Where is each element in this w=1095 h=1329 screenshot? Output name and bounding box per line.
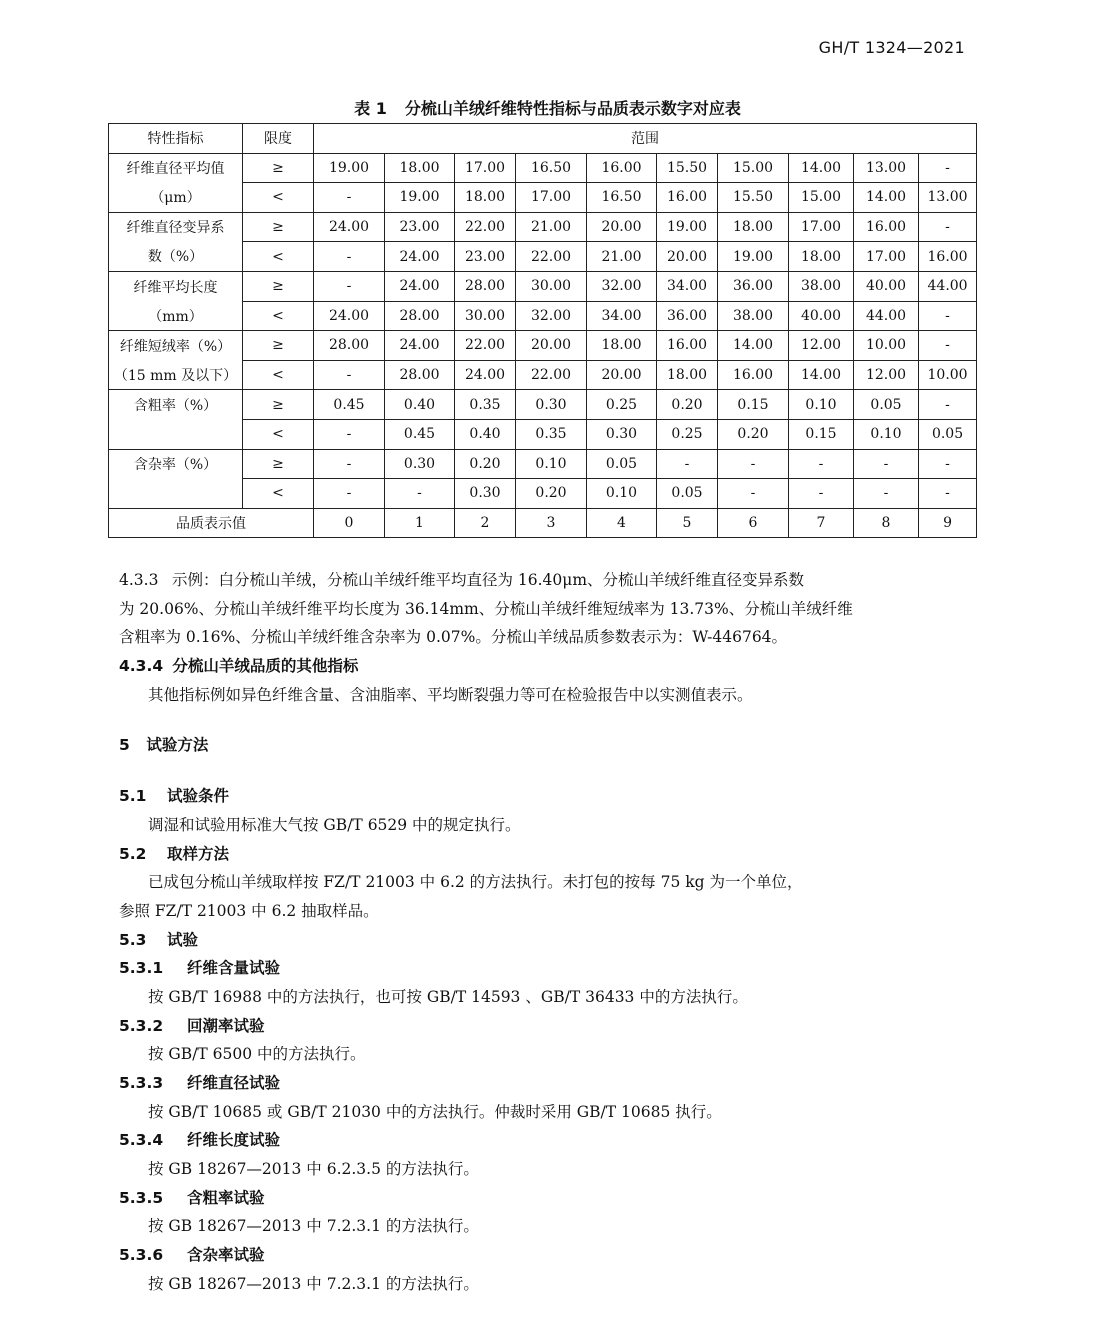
table-cell: 30.00	[516, 271, 587, 301]
section-title: 取样方法	[167, 844, 230, 863]
table-cell: 22.00	[455, 212, 516, 242]
table-cell: 24.00	[455, 360, 516, 390]
section-title: 含粗率试验	[187, 1188, 265, 1207]
table-cell: 28.00	[385, 301, 455, 331]
table-row	[109, 212, 977, 242]
section-number: 5.3.1	[119, 959, 164, 978]
limit-symbol: ≥	[243, 212, 314, 242]
limit-symbol: ≥	[243, 449, 314, 479]
table-cell: 10.00	[919, 360, 977, 390]
table-cell: 21.00	[587, 242, 657, 272]
table-cell: 0.05	[657, 479, 718, 509]
table-cell: -	[314, 183, 385, 213]
table-cell: 0.30	[516, 390, 587, 420]
table-cell: 0.20	[516, 479, 587, 509]
table-cell: 16.00	[919, 242, 977, 272]
table-cell: 22.00	[455, 331, 516, 361]
quality-value: 0	[314, 508, 385, 538]
section-5-3-5-heading	[119, 1184, 979, 1213]
section-title: 纤维直径试验	[187, 1074, 281, 1092]
section-5-2-heading	[119, 840, 979, 869]
document-body	[119, 566, 979, 1299]
property-label: 纤维平均长度	[109, 271, 243, 301]
limit-symbol: <	[243, 419, 314, 449]
table-cell: 40.00	[789, 301, 854, 331]
quality-value: 1	[385, 508, 455, 538]
table-cell: 34.00	[587, 301, 657, 331]
table-cell: 28.00	[385, 360, 455, 390]
table-cell: 18.00	[385, 153, 455, 183]
table-cell: 12.00	[854, 360, 919, 390]
limit-symbol: <	[243, 301, 314, 331]
section-4-3-3-line-3: 含粗率为 0.16%、分梳山羊绒纤维含杂率为 0.07%。分梳山羊绒品质参数表示为：W-446764。	[119, 628, 788, 647]
table-cell: 24.00	[385, 271, 455, 301]
table-cell: -	[718, 479, 789, 509]
section-5-3-4-heading	[119, 1126, 979, 1155]
table-cell: 16.00	[854, 212, 919, 242]
spec-table	[108, 123, 977, 538]
limit-symbol: ≥	[243, 331, 314, 361]
header-property: 特性指标	[109, 124, 243, 154]
table-cell: 13.00	[919, 183, 977, 213]
table-header-row	[109, 124, 977, 154]
section-title: 试验方法	[146, 736, 209, 755]
table-cell: -	[854, 449, 919, 479]
table-cell: 0.40	[385, 390, 455, 420]
table-cell: 38.00	[789, 271, 854, 301]
table-row	[109, 419, 977, 449]
table-cell: 0.05	[587, 449, 657, 479]
property-label: 含粗率（%）	[109, 390, 243, 420]
table-cell: -	[314, 360, 385, 390]
document-code: GH/T 1324—2021	[818, 38, 965, 57]
section-4-3-4-text: 其他指标例如异色纤维含量、含油脂率、平均断裂强力等可在检验报告中以实测值表示。	[148, 685, 753, 704]
section-title: 试验条件	[167, 787, 230, 806]
section-number: 5.3.4	[119, 1131, 164, 1150]
table-footer-row	[109, 508, 977, 538]
table-cell: 22.00	[516, 242, 587, 272]
limit-symbol: ≥	[243, 153, 314, 183]
table-cell: 16.50	[587, 183, 657, 213]
section-5-3-heading	[119, 926, 979, 955]
table-cell: 24.00	[385, 242, 455, 272]
table-cell: 0.30	[587, 419, 657, 449]
section-5-2-line-1: 已成包分梳山羊绒取样按 FZ/T 21003 中 6.2 的方法执行。未打包的按每 75 kg 为一个单位，	[148, 873, 803, 892]
section-number: 5.3.6	[119, 1246, 164, 1265]
table-cell: 15.00	[718, 153, 789, 183]
section-5-3-1-heading	[119, 954, 979, 983]
table-cell: 14.00	[854, 183, 919, 213]
section-number: 5.1	[119, 787, 147, 806]
table-cell: -	[789, 479, 854, 509]
table-cell: 34.00	[657, 271, 718, 301]
table-cell: 0.30	[385, 449, 455, 479]
table-row	[109, 183, 977, 213]
paragraph-text: 示例：白分梳山羊绒，分梳山羊绒纤维平均直径为 16.40μm、分梳山羊绒纤维直径变异系数	[171, 571, 805, 589]
table-cell: -	[657, 449, 718, 479]
table-row	[109, 360, 977, 390]
table-cell: 20.00	[657, 242, 718, 272]
table-cell: 0.20	[718, 419, 789, 449]
quality-value: 9	[919, 508, 977, 538]
table-cell: 19.00	[314, 153, 385, 183]
table-cell: 21.00	[516, 212, 587, 242]
table-cell: -	[919, 390, 977, 420]
table-cell: 18.00	[455, 183, 516, 213]
quality-value: 7	[789, 508, 854, 538]
table-cell: 0.15	[789, 419, 854, 449]
table-row	[109, 153, 977, 183]
section-4-3-3-line-2: 为 20.06%、分梳山羊绒纤维平均长度为 36.14mm、分梳山羊绒纤维短绒率为 13.73%、分梳山羊绒纤维	[119, 599, 853, 618]
table-cell: 28.00	[455, 271, 516, 301]
section-number: 5.3.2	[119, 1016, 164, 1035]
table-cell: 0.35	[516, 419, 587, 449]
section-5-3-6-text: 按 GB 18267—2013 中 7.2.3.1 的方法执行。	[148, 1274, 479, 1293]
table-cell: 30.00	[455, 301, 516, 331]
table-cell: -	[314, 479, 385, 509]
limit-symbol: ≥	[243, 390, 314, 420]
section-number: 4.3.3	[119, 571, 159, 589]
section-title: 分梳山羊绒品质的其他指标	[172, 657, 359, 676]
table-cell: 12.00	[789, 331, 854, 361]
table-row	[109, 479, 977, 509]
section-5-3-4-text: 按 GB 18267—2013 中 6.2.3.5 的方法执行。	[148, 1160, 479, 1179]
property-label-unit: （mm）	[109, 301, 243, 331]
table-cell: 16.00	[657, 183, 718, 213]
section-5-3-6-heading	[119, 1241, 979, 1270]
table-cell: 16.50	[516, 153, 587, 183]
limit-symbol: <	[243, 479, 314, 509]
section-4-3-4-heading	[119, 652, 979, 681]
table-title: 分梳山羊绒纤维特性指标与品质表示数字对应表	[404, 99, 741, 118]
table-cell: -	[919, 479, 977, 509]
section-5-3-3-text: 按 GB/T 10685 或 GB/T 21030 中的方法执行。仲裁时采用 GB/T 10685 执行。	[148, 1102, 722, 1121]
table-cell: 0.10	[516, 449, 587, 479]
table-cell: 15.50	[657, 153, 718, 183]
table-cell: -	[718, 449, 789, 479]
section-title: 试验	[167, 930, 199, 949]
section-5-1-heading	[119, 782, 979, 811]
property-label-unit: （μm）	[109, 183, 243, 213]
section-5-1-text: 调湿和试验用标准大气按 GB/T 6529 中的规定执行。	[148, 815, 521, 834]
table-cell: -	[919, 153, 977, 183]
table-row	[109, 331, 977, 361]
table-row	[109, 242, 977, 272]
property-label-unit	[109, 479, 243, 509]
section-5-3-2-heading	[119, 1012, 979, 1041]
table-cell: 20.00	[516, 331, 587, 361]
section-5-2-line-2: 参照 FZ/T 21003 中 6.2 抽取样品。	[119, 901, 379, 920]
section-number: 5.3.3	[119, 1074, 164, 1092]
table-cell: 19.00	[657, 212, 718, 242]
table-cell: 22.00	[516, 360, 587, 390]
limit-symbol: <	[243, 360, 314, 390]
table-cell: -	[385, 479, 455, 509]
table-cell: 15.00	[789, 183, 854, 213]
quality-value: 8	[854, 508, 919, 538]
table-cell: 40.00	[854, 271, 919, 301]
table-cell: 19.00	[385, 183, 455, 213]
table-cell: 20.00	[587, 212, 657, 242]
table-cell: 24.00	[314, 212, 385, 242]
property-label: 纤维短绒率（%）	[109, 331, 243, 361]
quality-value: 3	[516, 508, 587, 538]
quality-value: 6	[718, 508, 789, 538]
table-cell: 18.00	[657, 360, 718, 390]
property-label: 纤维直径变异系	[109, 212, 243, 242]
table-cell: -	[314, 271, 385, 301]
table-cell: 13.00	[854, 153, 919, 183]
table-row	[109, 271, 977, 301]
table-cell: 18.00	[718, 212, 789, 242]
table-cell: 0.35	[455, 390, 516, 420]
table-cell: -	[314, 242, 385, 272]
table-cell: -	[919, 331, 977, 361]
table-cell: 0.10	[854, 419, 919, 449]
section-title: 回潮率试验	[187, 1016, 265, 1035]
table-cell: 16.00	[587, 153, 657, 183]
table-cell: 38.00	[718, 301, 789, 331]
table-cell: 24.00	[314, 301, 385, 331]
section-4-3-3-line-1	[119, 566, 979, 595]
table-cell: 19.00	[718, 242, 789, 272]
table-cell: 0.05	[919, 419, 977, 449]
table-cell: 0.20	[657, 390, 718, 420]
section-number: 5.3	[119, 930, 147, 949]
table-cell: -	[919, 449, 977, 479]
property-label-unit: 数（%）	[109, 242, 243, 272]
table-cell: 36.00	[657, 301, 718, 331]
table-cell: 28.00	[314, 331, 385, 361]
table-cell: 18.00	[587, 331, 657, 361]
table-row	[109, 301, 977, 331]
table-cell: 15.50	[718, 183, 789, 213]
section-number: 5.2	[119, 844, 147, 863]
table-cell: 0.45	[385, 419, 455, 449]
table-cell: 16.00	[718, 360, 789, 390]
table-cell: 20.00	[587, 360, 657, 390]
property-label: 含杂率（%）	[109, 449, 243, 479]
table-cell: 18.00	[789, 242, 854, 272]
section-5-heading	[119, 731, 979, 760]
table-cell: 32.00	[516, 301, 587, 331]
table-cell: 0.45	[314, 390, 385, 420]
table-row	[109, 449, 977, 479]
table-cell: 44.00	[919, 271, 977, 301]
section-title: 含杂率试验	[187, 1246, 265, 1265]
section-5-3-5-text: 按 GB 18267—2013 中 7.2.3.1 的方法执行。	[148, 1217, 479, 1236]
section-number: 4.3.4	[119, 657, 164, 676]
table-row	[109, 390, 977, 420]
table-cell: 0.05	[854, 390, 919, 420]
table-cell: 0.15	[718, 390, 789, 420]
limit-symbol: ≥	[243, 271, 314, 301]
table-cell: 0.20	[455, 449, 516, 479]
table-cell: 0.10	[789, 390, 854, 420]
table-cell: 23.00	[455, 242, 516, 272]
quality-value-label: 品质表示值	[109, 508, 314, 538]
property-label: 纤维直径平均值	[109, 153, 243, 183]
header-range: 范围	[314, 124, 977, 154]
table-cell: 0.10	[587, 479, 657, 509]
table-number: 表 1	[354, 99, 387, 118]
table-cell: -	[919, 212, 977, 242]
table-caption	[0, 96, 1095, 119]
quality-value: 5	[657, 508, 718, 538]
section-number: 5	[119, 736, 130, 755]
table-cell: 16.00	[657, 331, 718, 361]
table-cell: -	[789, 449, 854, 479]
quality-value: 4	[587, 508, 657, 538]
section-5-3-1-text: 按 GB/T 16988 中的方法执行，也可按 GB/T 14593 、GB/T 36433 中的方法执行。	[148, 987, 748, 1006]
section-title: 纤维含量试验	[187, 959, 281, 978]
table-cell: -	[314, 449, 385, 479]
limit-symbol: <	[243, 183, 314, 213]
table-cell: 17.00	[516, 183, 587, 213]
table-cell: 14.00	[789, 153, 854, 183]
table-cell: 14.00	[718, 331, 789, 361]
section-number: 5.3.5	[119, 1188, 164, 1207]
section-5-3-2-text: 按 GB/T 6500 中的方法执行。	[148, 1045, 366, 1064]
table-cell: -	[919, 301, 977, 331]
property-label-unit	[109, 419, 243, 449]
table-cell: 14.00	[789, 360, 854, 390]
table-cell: 17.00	[455, 153, 516, 183]
table-cell: 17.00	[854, 242, 919, 272]
table-cell: 0.30	[455, 479, 516, 509]
limit-symbol: <	[243, 242, 314, 272]
table-cell: 10.00	[854, 331, 919, 361]
table-cell: 17.00	[789, 212, 854, 242]
table-cell: 36.00	[718, 271, 789, 301]
table-cell: 0.40	[455, 419, 516, 449]
table-cell: 32.00	[587, 271, 657, 301]
table-cell: -	[854, 479, 919, 509]
table-cell: 23.00	[385, 212, 455, 242]
table-cell: -	[314, 419, 385, 449]
section-title: 纤维长度试验	[187, 1131, 281, 1150]
table-cell: 0.25	[657, 419, 718, 449]
section-5-3-3-heading	[119, 1069, 979, 1098]
table-cell: 0.25	[587, 390, 657, 420]
table-cell: 44.00	[854, 301, 919, 331]
property-label-unit: （15 mm 及以下）	[109, 360, 243, 390]
header-limit: 限度	[243, 124, 314, 154]
quality-value: 2	[455, 508, 516, 538]
table-cell: 24.00	[385, 331, 455, 361]
